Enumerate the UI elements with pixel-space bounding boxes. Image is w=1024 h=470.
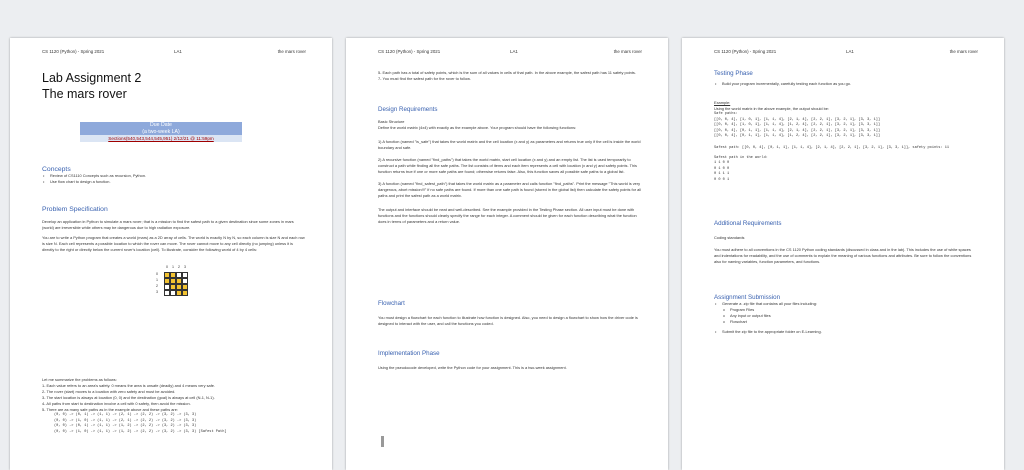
- concept-item: • Use flow chart to design a function.: [42, 179, 306, 185]
- submission-heading: Assignment Submission: [714, 294, 781, 301]
- summary-intro: Let me summarize the problems as follows:: [42, 377, 117, 382]
- header-course: CS 1120 (Python) - Spring 2021: [714, 49, 777, 54]
- grid-row-label: 3: [156, 290, 158, 294]
- coding-text: You must adhere to all conventions in the CS 1120 Python coding standards (discussed in class and in the lab). This includes the use of white spaces and indentations for readability, and the use of comments to explain the meaning of various functions and attributes. Be sure to follow the conventions also for naming variables, function parameters, and functions.: [714, 247, 972, 264]
- path-line: (0, 0) -> (0, 1) -> (1, 1) -> (2, 1) -> (2, 2) -> (3, 2) -> (3, 3): [54, 413, 197, 417]
- grid-col-label: 3: [184, 265, 186, 269]
- example-line: [[0, 0, 4], [1, 0, 1], [1, 1, 4], [1, 2, 4], [2, 2, 1], [3, 2, 1], [3, 3, 1]]: [714, 123, 881, 128]
- implementation-heading: Implementation Phase: [378, 350, 440, 357]
- grid-cell: [182, 290, 188, 296]
- testing-heading: Testing Phase: [714, 70, 753, 77]
- due-date-subtitle: (a two-week LA): [80, 129, 242, 136]
- additional-heading: Additional Requirements: [714, 220, 782, 227]
- page-header: [42, 49, 306, 57]
- header-topic: the mars rover: [277, 49, 306, 54]
- summary-item: 1- Each value refers to an area's safety. 0 means the area is unsafe (deadly) and 4 means very safe.: [42, 383, 216, 388]
- testing-bullet: • Build your program incrementally, carefully testing each function as you go.: [714, 81, 978, 87]
- safest-world-row: 0 1 0 0: [714, 166, 730, 171]
- due-date-title: Due Date: [80, 122, 242, 129]
- safest-line: Safest path: [[0, 0, 4], [0, 1, 1], [1, 1, 4], [2, 1, 4], [2, 2, 1], [3, 2, 1], [3, 3, 1]], safety points: 11: [714, 145, 950, 150]
- grid-row-label: 2: [156, 284, 158, 288]
- function-find-paths: 2) A recursive function (named "find_paths") that takes the world matrix, start cell location (x and y) and an empty list. The list is used temporarily to construct a path while finding all the safe paths. The list consists of items and each item represents a cell with location (x and y) and safety points. This function returns true if one or more safe paths are found; otherwise returns false. Also, this function saves all possible safe paths to a global list.: [378, 157, 637, 174]
- coding-label: Coding standards: [714, 235, 745, 240]
- summary-item: 4- All paths from start to destination involve a cell with 0 safety, then avoid the mission.: [42, 401, 191, 406]
- example-label: Example:: [714, 100, 731, 105]
- path-line: (0, 0) -> (0, 1) -> (1, 1) -> (1, 2) -> (2, 2) -> (3, 2) -> (3, 3): [54, 424, 197, 429]
- submission-sub-item: o Any input or output files: [714, 313, 978, 319]
- safest-world-row: 1 1 0 0: [714, 161, 730, 166]
- page-3: [682, 38, 1004, 470]
- safest-path-note: [Safest Path]: [198, 429, 227, 434]
- function-is-safe: 1) A function (named "is_safe") that takes the world matrix and the cell location (x and y) as parameters and returns true only if the cell is inside the world boundary and safe.: [378, 139, 641, 150]
- example-safe-label: Safe paths:: [714, 112, 738, 116]
- grid-row-label: 1: [156, 278, 158, 282]
- function-find-safest-path: 3) A function (named "find_safest_path") that takes the world matrix as a parameter and calls function "find_paths". Print the message "This world is very dangerous, abort mission!!!" if no safe paths are found. If more than one safe path is found (stored in the global list) then calculate the safety points for all paths and print the safest path as a world matrix.: [378, 181, 642, 198]
- safest-world-row: 0 1 1 1: [714, 172, 730, 177]
- path-line: (0, 0) -> (1, 0) -> (1, 1) -> (2, 1) -> (2, 2) -> (3, 2) -> (3, 3): [54, 418, 197, 423]
- example-intro: Using the world matrix in the above example, the output should be:: [714, 106, 830, 111]
- flowchart-text: You must design a flowchart for each function to illustrate how function is designed. Also, you need to design a flowchart to show how the driver code is designed to interact with the user, and call the functions you coded.: [378, 315, 638, 326]
- doc-title-line2: The mars rover: [42, 87, 127, 101]
- doc-title-line1: Lab Assignment 2: [42, 71, 142, 85]
- grid-row-label: 0: [156, 272, 158, 276]
- header-lab: LA1: [510, 49, 518, 54]
- flowchart-heading: Flowchart: [378, 300, 405, 307]
- due-date-sections: Sections(540,543,544,545,951) 2/12/21 @ 11:59pm: [80, 135, 242, 142]
- problem-text: Develop an application in Python to simulate a mars rover; that is a mission to find the safest path to a given destination since some zones in mars (world) are irreversible while others may be dangerous due to high radiation exposure.: [42, 219, 294, 230]
- page-header: [714, 49, 978, 57]
- submission-item: • Generate a .zip file that contains all your files including:: [714, 301, 978, 307]
- design-basic-label: Basic Structure: [378, 119, 405, 124]
- grid-col-label: 0: [166, 265, 168, 269]
- header-topic: the mars rover: [613, 49, 642, 54]
- design-text: Define the world matrix (4x4) with exactly as the example above. Your program should have the following functions:: [378, 125, 577, 130]
- header-course: CS 1120 (Python) - Spring 2021: [42, 49, 105, 54]
- example-line: [[0, 0, 4], [0, 1, 1], [1, 1, 4], [2, 1, 4], [2, 2, 1], [3, 2, 1], [3, 3, 1]]: [714, 128, 881, 133]
- grid-col-label: 1: [172, 265, 174, 269]
- concept-item: • Review of CS1110 Concepts such as recursion, Python.: [42, 173, 306, 179]
- page-header: [378, 49, 642, 57]
- due-date-box: [80, 122, 242, 142]
- submission-sub-item: o Flowchart: [714, 319, 978, 325]
- header-course: CS 1120 (Python) - Spring 2021: [378, 49, 441, 54]
- header-topic: the mars rover: [949, 49, 978, 54]
- problem-text-2: You are to write a Python program that creates a world (mars) as a 2D array of cells. The world is exactly N by N, so each column is size N and each row is size N. Each cell represents a possible location to which the rover can move. The rover cannot move to any cell directly (no jumping) unless it is directly to the right or directly below the current rover's location (cell). To illustrate, consider the following world of 4 by 4 cells:: [42, 235, 305, 252]
- grid-col-label: 2: [178, 265, 180, 269]
- requirement-item-6: 7- You must find the safest path for the rover to follow.: [378, 76, 471, 81]
- example-line: [[0, 0, 4], [1, 0, 1], [1, 1, 4], [2, 1, 4], [2, 2, 1], [3, 2, 1], [3, 3, 1]]: [714, 117, 881, 122]
- concepts-heading: Concepts: [42, 166, 71, 173]
- implementation-text: Using the pseudocode developed, write the Python code for your assignment. This is a two-week assignment.: [378, 365, 567, 370]
- example-line: [[0, 0, 4], [0, 1, 1], [1, 1, 4], [1, 2, 4], [2, 2, 1], [3, 2, 1], [3, 3, 1]]: [714, 134, 881, 139]
- submission-item: • Submit the zip file to the appropriate folder on E-Learning.: [714, 329, 978, 335]
- header-lab: LA1: [846, 49, 854, 54]
- design-heading: Design Requirements: [378, 106, 438, 113]
- safest-world-row: 0 0 0 1: [714, 177, 730, 182]
- summary-item: 5- There are as many safe paths as in the example above and these paths are:: [42, 407, 178, 412]
- problem-heading: Problem Specification: [42, 206, 108, 213]
- path-line: (0, 0) -> (1, 0) -> (1, 1) -> (1, 2) -> (2, 2) -> (3, 2) -> (3, 3) [Safest Path]: [54, 429, 227, 434]
- submission-sub-item: o Program Files: [714, 307, 978, 313]
- requirement-item-5: 5- Each path has a total of safety points, which is the sum of all values in cells of that path. In the above example, the safest path has 11 safety points.: [378, 70, 636, 75]
- text-cursor: [381, 436, 384, 447]
- summary-item: 2- The rover (start) moves to a location with zero safety and must be avoided.: [42, 389, 176, 394]
- safest-world-label: Safest path in the world:: [714, 155, 768, 160]
- page-1: [10, 38, 332, 470]
- io-text: The output and interface should be neat and well-described. See the example provided in the Testing Phase section. All user input must be done with functions and the functions should clearly specify the range for each integer. A comment should be given for each function describing what the function does in terms of parameters and a return value.: [378, 207, 637, 224]
- header-lab: LA1: [174, 49, 182, 54]
- page-2: [346, 38, 668, 470]
- summary-item: 3- The start location is always at location (0, 0) and the destination (goal) is always at cell (N-1, N-1).: [42, 395, 215, 400]
